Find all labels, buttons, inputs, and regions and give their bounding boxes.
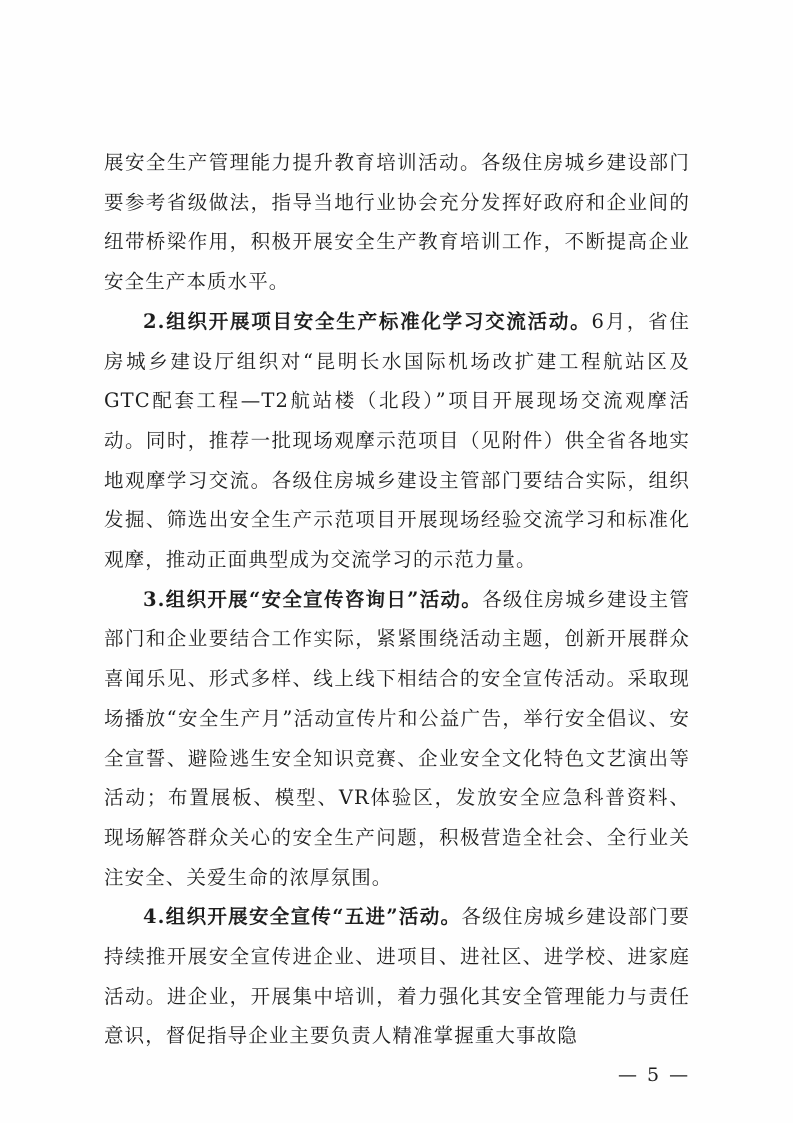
paragraph-heading: 2.组织开展项目安全生产标准化学习交流活动。 [143, 309, 592, 333]
paragraph-item-3 [104, 580, 690, 898]
paragraph-text: 展安全生产管理能力提升教育培训活动。各级住房城乡建设部门要参考省级做法，指导当地行业协会充分发挥好政府和企业间的纽带桥梁作用，积极开展安全生产教育培训工作，不断提高企业安全生产本质水平。 [104, 151, 690, 294]
page-number: — 5 — [618, 1064, 691, 1086]
paragraph-text: 6月，省住房城乡建设厅组织对“昆明长水国际机场改扩建工程航站区及GTC配套工程—T2航站楼（北段）”项目开展现场交流观摩活动。同时，推荐一批现场观摩示范项目（见附件）供全省各地实地观摩学习交流。各级住房城乡建设主管部门要结合实际，组织发掘、筛选出安全生产示范项目开展现场经验交流学习和标准化观摩，推动正面典型成为交流学习的示范力量。 [104, 309, 690, 572]
document-body [104, 143, 690, 1056]
paragraph-text: 各级住房城乡建设部门要持续推开展安全宣传进企业、进项目、进社区、进学校、进家庭活动。进企业，开展集中培训，着力强化其安全管理能力与责任意识，督促指导企业主要负责人精准掌握重大事故隐 [104, 905, 690, 1048]
paragraph-continued-training [104, 143, 690, 302]
paragraph-item-4 [104, 897, 690, 1056]
paragraph-heading: 3.组织开展“安全宣传咨询日”活动。 [143, 587, 483, 611]
paragraph-item-2 [104, 302, 690, 580]
paragraph-text: 各级住房城乡建设主管部门和企业要结合工作实际，紧紧围绕活动主题，创新开展群众喜闻乐见、形式多样、线上线下相结合的安全宣传活动。采取现场播放“安全生产月”活动宣传片和公益广告，举行安全倡议、安全宣誓、避险逃生安全知识竞赛、企业安全文化特色文艺演出等活动；布置展板、模型、VR体验区，发放安全应急科普资料、现场解答群众关心的安全生产问题，积极营造全社会、全行业关注安全、关爱生命的浓厚氛围。 [104, 587, 690, 889]
paragraph-heading: 4.组织开展安全宣传“五进”活动。 [143, 905, 462, 929]
